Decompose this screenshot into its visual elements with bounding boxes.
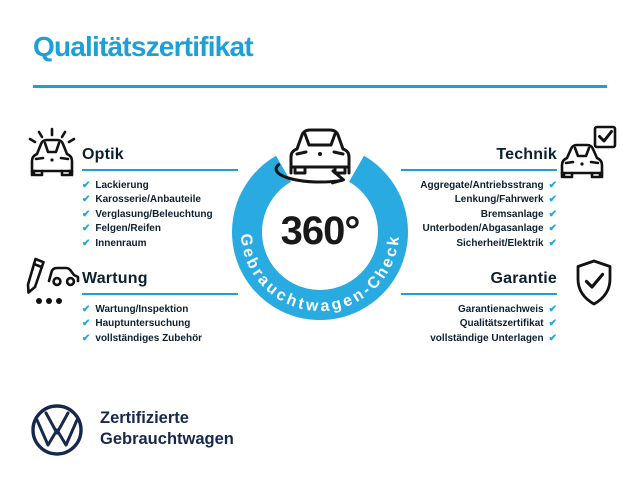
check-icon: ✔ [548,180,557,191]
ring-label: Gebrauchtwagen-Check [236,232,404,316]
check-icon: ✔ [82,318,91,330]
check-item-label: Lenkung/Fahrwerk [454,194,544,206]
footer-brand-line2: Gebrauchtwagen [100,430,234,448]
check-icon: ✔ [548,304,557,315]
check-item-label: Qualitätszertifikat [459,318,544,330]
check-item-label: Verglasung/Beleuchtung [95,208,213,220]
section-title-technik: Technik [401,146,557,171]
check-item-label: Bremsanlage [480,208,544,220]
check-item-label: vollständige Unterlagen [430,332,544,344]
check-icon: ✔ [82,180,91,191]
check-icon: ✔ [82,304,91,315]
check-item-label: Karosserie/Anbauteile [95,194,201,206]
section-title-wartung: Wartung [82,270,238,295]
check-icon: ✔ [82,237,91,249]
check-icon: ✔ [548,332,557,344]
check-icon: ✔ [82,223,91,235]
car-shine-icon [24,126,80,182]
shield-check-icon [572,258,616,308]
section-title-garantie: Garantie [401,270,557,295]
check-item-label: Unterboden/Abgasanlage [422,223,544,235]
footer-brand-line1: Zertifizierte [100,409,189,427]
vw-logo [29,402,85,458]
check-icon: ✔ [548,223,557,235]
check-icon: ✔ [82,194,91,206]
badge-360-value: 360° [280,209,360,253]
check-item-label: Garantienachweis [458,304,544,315]
check-item-label: Wartung/Inspektion [95,304,189,315]
title-divider [33,85,607,88]
check-icon: ✔ [548,208,557,220]
check-item-label: Innenraum [95,237,147,249]
check-item-label: Lackierung [95,180,149,191]
section-title-optik: Optik [82,146,238,171]
check-icon: ✔ [82,208,91,220]
check-icon: ✔ [548,194,557,206]
check-item-label: Aggregate/Antriebsstrang [420,180,544,191]
check-icon: ✔ [548,318,557,330]
check-icon: ✔ [82,332,91,344]
car-checkbox-icon [558,124,620,182]
check-item-label: Sicherheit/Elektrik [456,237,544,249]
check-item-label: vollständiges Zubehör [95,332,203,344]
footer-brand-text [100,408,234,450]
page-title: Qualitätszertifikat [33,31,253,62]
pencil-car-checklist-icon [22,256,80,310]
check-item-label: Hauptuntersuchung [95,318,191,330]
check-item-label: Felgen/Reifen [95,223,161,235]
check-icon: ✔ [548,237,557,249]
